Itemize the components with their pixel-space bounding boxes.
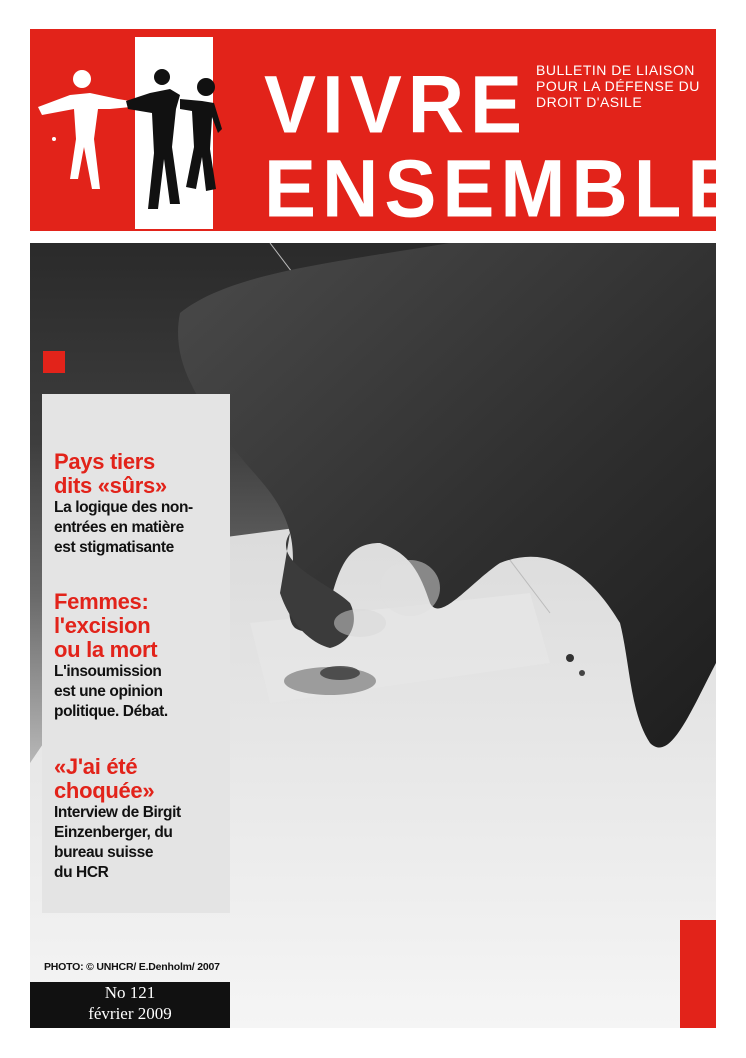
headline-line: Femmes:	[54, 589, 149, 614]
deck-line: L'insoumission	[54, 663, 162, 680]
headline-line: l'excision	[54, 613, 151, 638]
masthead-title-line1: VIVRE	[264, 57, 529, 151]
story[interactable]	[54, 755, 181, 883]
issue-date: février 2009	[88, 1004, 172, 1023]
deck-line: politique. Débat.	[54, 703, 168, 720]
story-headline	[54, 590, 168, 662]
issue-number: No 121	[104, 983, 156, 1002]
stories-sidebar	[42, 394, 230, 913]
deck-line: est une opinion	[54, 683, 163, 700]
deck-line: du HCR	[54, 864, 109, 881]
deck-line: Interview de Birgit	[54, 804, 181, 821]
red-bar-accent	[680, 920, 716, 1028]
headline-line: ou la mort	[54, 637, 158, 662]
masthead-subtitle	[536, 62, 711, 110]
story[interactable]	[54, 590, 168, 722]
masthead	[30, 29, 746, 235]
masthead-title-line2: ENSEMBLE	[264, 141, 746, 235]
issue-box	[30, 982, 230, 1028]
headline-line: choquée»	[54, 778, 155, 803]
story-deck	[54, 803, 181, 883]
headline-line: dits «sûrs»	[54, 473, 167, 498]
human-figures-logo-icon	[30, 29, 250, 231]
story-deck	[54, 498, 193, 558]
deck-line: bureau suisse	[54, 844, 154, 861]
story-headline	[54, 450, 193, 498]
headline-line: «J'ai été	[54, 754, 138, 779]
photo-credit: PHOTO: © UNHCR/ E.Denholm/ 2007	[44, 961, 220, 973]
deck-line: La logique des non-	[54, 499, 193, 516]
deck-line: est stigmatisante	[54, 539, 174, 556]
subtitle-line: BULLETIN DE LIAISON	[536, 62, 695, 78]
subtitle-line: DROIT D'ASILE	[536, 94, 643, 110]
headline-line: Pays tiers	[54, 449, 155, 474]
story[interactable]	[54, 450, 193, 558]
story-deck	[54, 662, 168, 722]
red-square-accent	[43, 351, 65, 373]
story-headline	[54, 755, 181, 803]
deck-line: entrées en matière	[54, 519, 184, 536]
deck-line: Einzenberger, du	[54, 824, 173, 841]
subtitle-line: POUR LA DÉFENSE DU	[536, 78, 700, 94]
